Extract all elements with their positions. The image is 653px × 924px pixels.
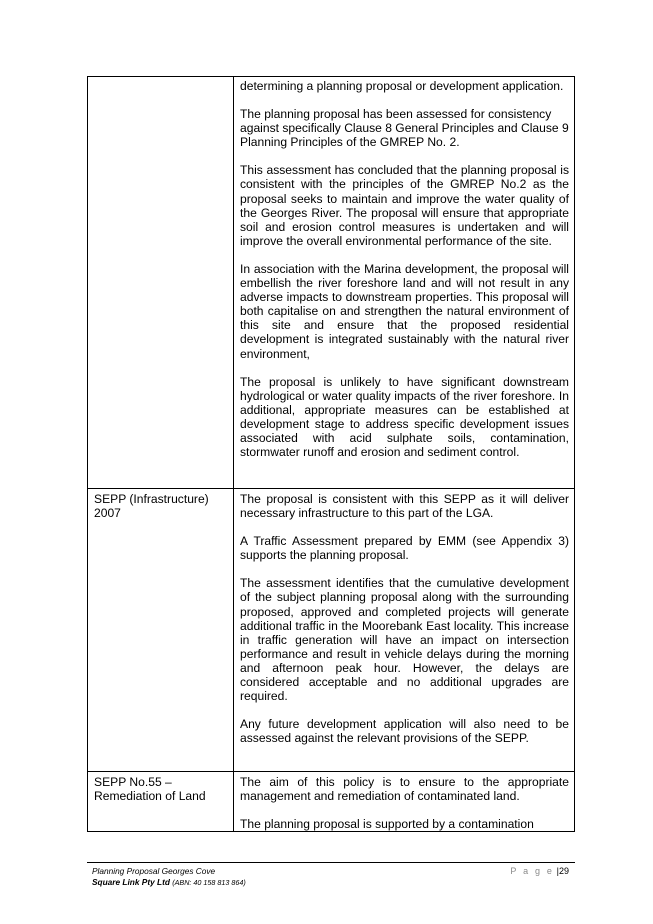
- footer-doc-info: [92, 866, 246, 888]
- planning-assessment-table: [87, 76, 575, 832]
- page-label: P a g e: [510, 866, 555, 876]
- page-number: 29: [558, 866, 569, 876]
- page-number-block: [510, 866, 569, 877]
- paragraph: The planning proposal has been assessed for consistency against specifically Clause 8 General Principles and Clause 9 Planning Principles of the GMREP No. 2.: [240, 107, 569, 150]
- row-label-line: SEPP No.55 –: [94, 775, 172, 789]
- paragraph: The assessment identifies that the cumulative development of the subject planning proposal along with the surrounding proposed, approved and completed projects will generate additional traffic in the Moorebank East locality. This increase in traffic generation will have an impact on intersection performance and result in vehicle delays during the morning and afternoon peak hour. However, the delays are considered acceptable and no additional upgrades are required.: [240, 576, 569, 704]
- row-label-line: SEPP (Infrastructure): [94, 492, 209, 506]
- paragraph: determining a planning proposal or development application.: [240, 79, 564, 93]
- paragraph: This assessment has concluded that the planning proposal is consistent with the principles of the GMREP No.2 as the proposal seeks to maintain and improve the water quality of the Georges River. The proposal will ensure that appropriate soil and erosion control measures is undertaken and will improve the overall environmental performance of the site.: [240, 163, 569, 248]
- paragraph: Any future development application will also need to be assessed against the relevant provisions of the SEPP.: [240, 717, 569, 746]
- table-row: [88, 772, 575, 832]
- paragraph: A Traffic Assessment prepared by EMM (see Appendix 3) supports the planning proposal.: [240, 534, 569, 563]
- table-row: [88, 77, 575, 489]
- row-label-line: Remediation of Land: [94, 789, 206, 804]
- table-row: [88, 489, 575, 772]
- row-label-cell: [88, 77, 234, 489]
- footer-company-line: [92, 877, 246, 888]
- row-label-line: 2007: [94, 506, 121, 521]
- row-content-cell: [234, 772, 575, 832]
- row-label-cell: [88, 489, 234, 772]
- paragraph: The proposal is unlikely to have significant downstream hydrological or water quality impacts of the river foreshore. In additional, appropriate measures can be established at development stage to address specific development issues associated with acid sulphate soils, contamination, stormwater runoff and erosion and sediment control.: [240, 374, 569, 460]
- row-content-cell: [234, 77, 575, 489]
- paragraph: The proposal is consistent with this SEPP as it will deliver necessary infrastructure to this part of the LGA.: [240, 492, 569, 521]
- row-content-cell: [234, 489, 575, 772]
- paragraph: In association with the Marina development, the proposal will embellish the river foreshore land and will not result in any adverse impacts to downstream properties. This proposal will both capitalise on and strengthen the natural environment of this site and ensure that the proposed residential development is integrated sustainably with the natural river environment,: [240, 261, 569, 361]
- row-label-cell: [88, 772, 234, 832]
- footer-abn: (ABN: 40 158 813 864): [172, 878, 246, 887]
- footer-divider: [87, 862, 575, 863]
- page-separator: |: [556, 866, 559, 876]
- footer-company: Square Link Pty Ltd: [92, 877, 170, 887]
- paragraph: The planning proposal is supported by a contamination: [240, 817, 534, 832]
- paragraph: The aim of this policy is to ensure to the appropriate management and remediation of contaminated land.: [240, 775, 569, 804]
- footer-doc-title: Planning Proposal Georges Cove: [92, 866, 216, 876]
